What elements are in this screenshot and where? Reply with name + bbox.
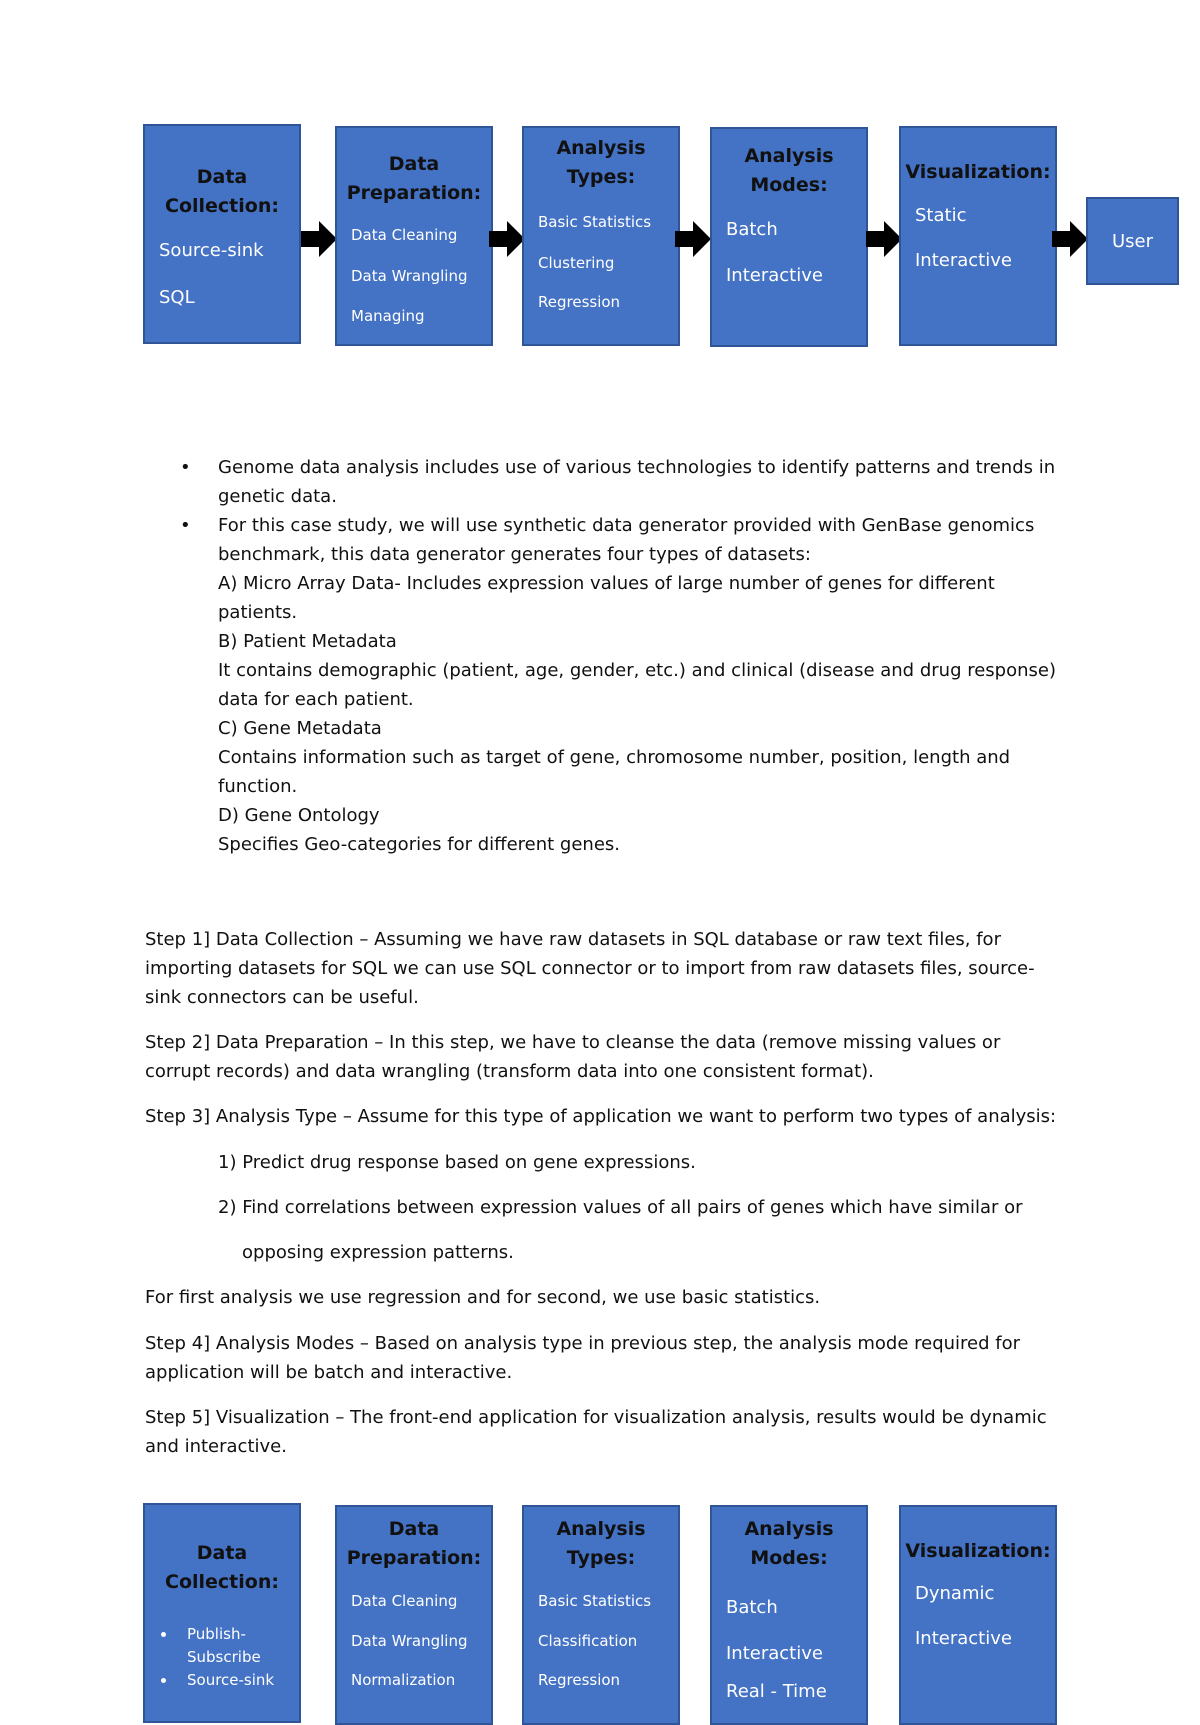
text-line: application will be batch and interactive. xyxy=(145,1362,513,1383)
text-line: Step 4] Analysis Modes – Based on analysis type in previous step, the analysis mode required for xyxy=(145,1333,1021,1354)
box-item: Clustering xyxy=(538,254,615,272)
step-3-note xyxy=(145,1283,1065,1312)
box-data-collection xyxy=(143,1503,301,1723)
box-user: User xyxy=(1086,197,1179,285)
arrow-right-icon xyxy=(1052,221,1088,257)
text-line: Specifies Geo-categories for different genes. xyxy=(218,834,620,855)
box-item: Batch xyxy=(726,1597,778,1618)
box-data-collection xyxy=(143,124,301,344)
text-line: • Genome data analysis includes use of various technologies to identify patterns and trends in xyxy=(218,457,1056,478)
box-title: Analysis Types: xyxy=(556,137,646,188)
text-line: Contains information such as target of gene, chromosome number, position, length and xyxy=(218,747,1011,768)
step-5-paragraph xyxy=(145,1403,1065,1461)
text-line: • For this case study, we will use synthetic data generator provided with GenBase genomics xyxy=(218,515,1035,536)
arrow-right-icon xyxy=(675,221,711,257)
text-line: Step 1] Data Collection – Assuming we have raw datasets in SQL database or raw text files, for xyxy=(145,929,1001,950)
text-line: It contains demographic (patient, age, gender, etc.) and clinical (disease and drug response) xyxy=(218,660,1056,681)
box-title: Data Preparation: xyxy=(346,1518,482,1569)
step-3-item-2: 2) Find correlations between expression values of all pairs of genes which have similar or xyxy=(218,1197,1023,1218)
box-visualization xyxy=(899,1505,1057,1725)
step-2-paragraph xyxy=(145,1028,1065,1086)
text-line: A) Micro Array Data- Includes expression values of large number of genes for different xyxy=(218,573,995,594)
text-line: C) Gene Metadata xyxy=(218,718,382,739)
box-bullet-list xyxy=(159,1623,287,1692)
step-3-item-2-continued: opposing expression patterns. xyxy=(242,1242,514,1263)
text-line: For first analysis we use regression and for second, we use basic statistics. xyxy=(145,1287,821,1308)
box-title: Visualization: xyxy=(905,161,1051,183)
step-3-item-1: 1) Predict drug response based on gene expressions. xyxy=(218,1152,696,1173)
box-item: Source-sink xyxy=(159,240,264,261)
box-item: Regression xyxy=(538,1671,621,1689)
box-title: Data Collection: xyxy=(165,1542,279,1593)
box-item: Normalization xyxy=(351,1671,456,1689)
box-analysis-modes xyxy=(710,1505,868,1725)
box-item: Basic Statistics xyxy=(538,1592,652,1610)
text-line: data for each patient. xyxy=(218,689,414,710)
arrow-right-icon xyxy=(866,221,902,257)
text-line: corrupt records) and data wrangling (transform data into one consistent format). xyxy=(145,1061,874,1082)
box-data-preparation xyxy=(335,126,493,346)
box-title: Analysis Types: xyxy=(556,1518,646,1569)
box-data-preparation xyxy=(335,1505,493,1725)
list-item xyxy=(178,453,1068,511)
box-item: SQL xyxy=(159,287,195,308)
box-item: Data Wrangling xyxy=(351,267,468,285)
text-line: importing datasets for SQL we can use SQL connector or to import from raw datasets files, source- xyxy=(145,958,1035,979)
box-item: Interactive xyxy=(915,250,1012,271)
box-item: Classification xyxy=(538,1632,638,1650)
text-line: genetic data. xyxy=(218,486,337,507)
box-item: Managing xyxy=(351,307,425,325)
text-line: and interactive. xyxy=(145,1436,287,1457)
box-item: Basic Statistics xyxy=(538,213,652,231)
box-analysis-types xyxy=(522,126,680,346)
list-item: • Publish-Subscribe xyxy=(177,1623,287,1669)
box-item: Interactive xyxy=(915,1628,1012,1649)
arrow-right-icon xyxy=(301,221,337,257)
text-line: Step 2] Data Preparation – In this step, we have to cleanse the data (remove missing values or xyxy=(145,1032,1001,1053)
box-title: Analysis Modes: xyxy=(744,145,834,196)
arrow-right-icon xyxy=(489,221,525,257)
box-analysis-modes xyxy=(710,127,868,347)
box-item: Data Cleaning xyxy=(351,226,458,244)
box-item: Batch xyxy=(726,219,778,240)
box-item: Static xyxy=(915,205,967,226)
text-line: benchmark, this data generator generates four types of datasets: xyxy=(218,544,811,565)
box-title: Analysis Modes: xyxy=(744,1518,834,1569)
text-line: patients. xyxy=(218,602,298,623)
text-line: Step 5] Visualization – The front-end application for visualization analysis, results would be dynamic xyxy=(145,1407,1047,1428)
box-title: Visualization: xyxy=(905,1540,1051,1562)
box-item: Interactive xyxy=(726,1643,823,1664)
box-title: Data Collection: xyxy=(165,166,279,217)
step-1-paragraph xyxy=(145,925,1065,1012)
text-line: function. xyxy=(218,776,298,797)
text-line: B) Patient Metadata xyxy=(218,631,397,652)
box-item: Real - Time xyxy=(726,1681,827,1702)
step-3-paragraph xyxy=(145,1102,1065,1131)
box-item: Interactive xyxy=(726,265,823,286)
bullet-list xyxy=(178,453,1068,859)
list-item: • Source-sink xyxy=(177,1669,287,1692)
text-line: D) Gene Ontology xyxy=(218,805,380,826)
box-item: Data Cleaning xyxy=(351,1592,458,1610)
text-line: Step 3] Analysis Type – Assume for this type of application we want to perform two types of analysis: xyxy=(145,1106,1057,1127)
box-title: Data Preparation: xyxy=(346,153,482,204)
step-4-paragraph xyxy=(145,1329,1065,1387)
box-item: Data Wrangling xyxy=(351,1632,468,1650)
text-line: sink connectors can be useful. xyxy=(145,987,419,1008)
box-item: Dynamic xyxy=(915,1583,995,1604)
box-item: Regression xyxy=(538,293,621,311)
list-item xyxy=(178,511,1068,859)
box-visualization xyxy=(899,126,1057,346)
box-analysis-types xyxy=(522,1505,680,1725)
